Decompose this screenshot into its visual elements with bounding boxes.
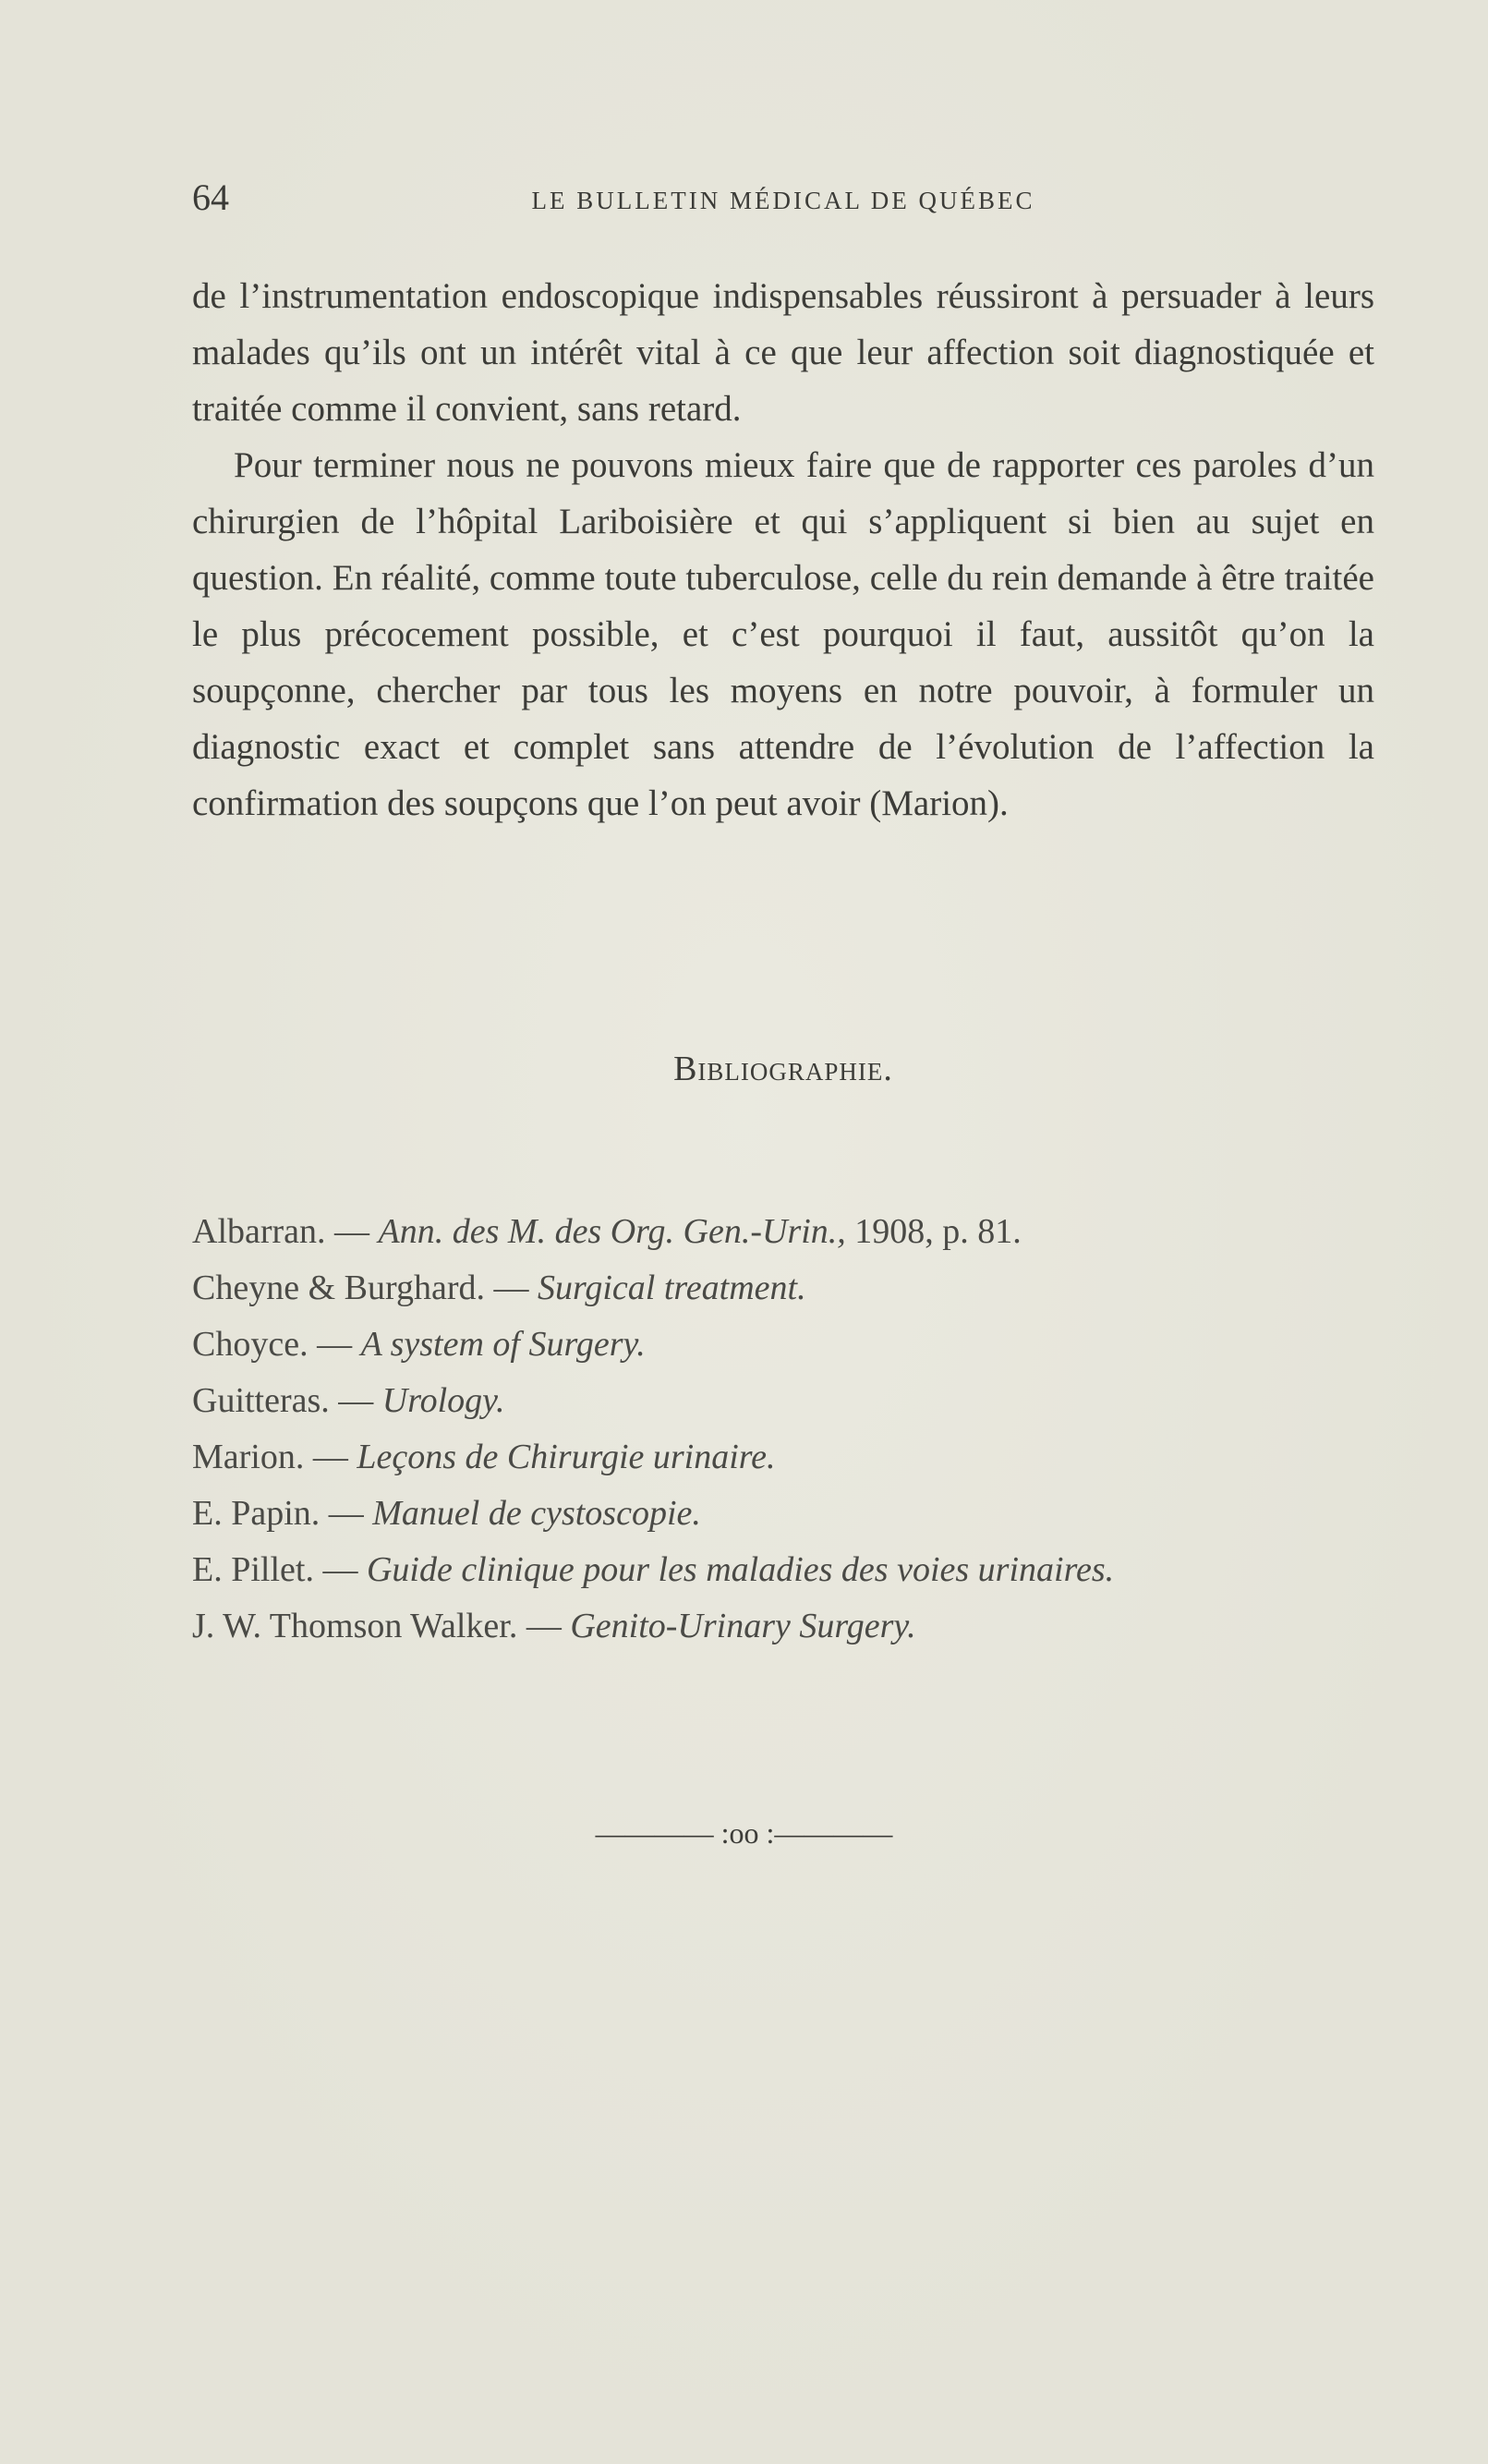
entry-work: Surgical treatment. <box>537 1268 806 1307</box>
entry-author: Guitteras. — <box>192 1381 382 1420</box>
entry-work: Leçons de Chirurgie urinaire. <box>357 1438 776 1476</box>
entry-work: Guide clinique pour les maladies des voies urinaires. <box>366 1550 1115 1589</box>
entry-author: E. Papin. — <box>192 1494 373 1533</box>
entry-author: Choyce. — <box>192 1325 361 1364</box>
entry-work: Genito-Urinary Surgery. <box>570 1607 916 1645</box>
entry-work: A system of Surgery. <box>360 1325 646 1364</box>
bibliography-heading: Bibliographie. <box>673 1050 893 1088</box>
entry-work: Manuel de cystoscopie. <box>372 1494 701 1533</box>
bibliography-entry <box>192 1260 1374 1317</box>
entry-author: Albarran. — <box>192 1212 379 1251</box>
running-title: LE BULLETIN MÉDICAL DE QUÉBEC <box>531 187 1035 214</box>
entry-author: J. W. Thomson Walker. — <box>192 1607 571 1645</box>
body-text <box>192 268 1374 831</box>
bibliography-entry <box>192 1373 1374 1429</box>
end-ornament: ———— :oo :———— <box>595 1816 893 1850</box>
bibliography-entry <box>192 1317 1374 1373</box>
bibliography-entry <box>192 1598 1374 1655</box>
bibliography-entry <box>192 1429 1374 1486</box>
bibliography-list <box>192 1204 1374 1655</box>
entry-author: Cheyne & Burghard. — <box>192 1268 538 1307</box>
bibliography-entry <box>192 1486 1374 1542</box>
bibliography-entry <box>192 1542 1374 1598</box>
paragraph-continuation: de l’instrumentation endoscopique indispensables réussiront à persuader à leurs malades qu’ils ont un intérêt vital à ce que leur affection soit diagnostiquée et traitée comme il convient, sans retard. <box>192 276 1374 429</box>
entry-author: Marion. — <box>192 1438 357 1476</box>
bibliography-entry <box>192 1204 1374 1260</box>
entry-work: Urology. <box>381 1381 505 1420</box>
page-header <box>192 176 1374 222</box>
entry-work: Ann. des M. des Org. Gen.-Urin., <box>378 1212 846 1251</box>
paragraph-conclusion: Pour terminer nous ne pouvons mieux faire que de rapporter ces paroles d’un chirurgien de l’hôpital Lariboisière et qui s’appliquent si bien au sujet en question. En réalité, comme toute tuberculose, celle du rein demande à être traitée le plus précocement possible, et c’est pourquoi il faut, aussitôt qu’on la soupçonne, chercher par tous les moyens en notre pouvoir, à formuler un diagnostic exact et complet sans attendre de l’évolution de l’affection la confirmation des soupçons que l’on peut avoir (Marion). <box>192 445 1374 823</box>
page-number: 64 <box>192 176 229 218</box>
entry-author: E. Pillet. — <box>192 1550 367 1589</box>
entry-extra: 1908, p. 81. <box>845 1212 1022 1251</box>
